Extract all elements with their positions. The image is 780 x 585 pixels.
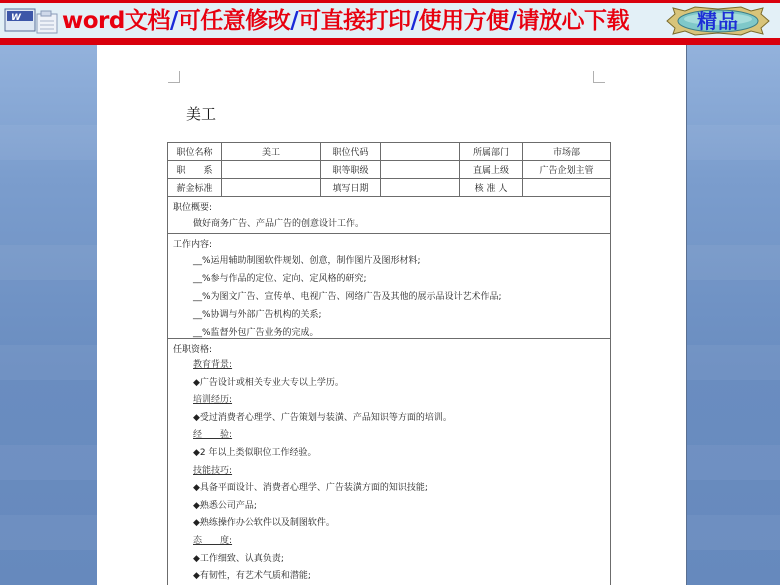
table-cell bbox=[222, 161, 321, 178]
table-row bbox=[168, 161, 610, 179]
margin-corner-mark bbox=[168, 71, 180, 83]
table-cell: 薪金标准 bbox=[168, 179, 222, 196]
duty-item: __%为图文广告、宣传单、电视广告、网络广告及其他的展示品设计艺术作品; bbox=[193, 292, 502, 302]
right-background bbox=[686, 45, 780, 585]
duty-item: __%监督外包广告业务的完成。 bbox=[193, 328, 319, 338]
duty-item: __%协调与外部广告机构的关系; bbox=[193, 310, 322, 320]
duties-heading: 工作内容: bbox=[173, 240, 213, 250]
document-title: 美工 bbox=[186, 105, 217, 123]
table-row bbox=[168, 179, 610, 197]
document-page bbox=[97, 45, 686, 585]
duty-item: __%参与作品的定位、定向、定风格的研究; bbox=[193, 274, 367, 284]
table-cell bbox=[523, 179, 610, 196]
table-cell: 美工 bbox=[222, 143, 321, 160]
training-subheading: 培训经历: bbox=[193, 395, 233, 406]
premium-badge bbox=[663, 6, 773, 36]
download-banner bbox=[0, 0, 780, 45]
word-document-icon bbox=[4, 7, 60, 35]
qualifications-heading: 任职资格: bbox=[173, 345, 213, 355]
table-cell: 核 准 人 bbox=[460, 179, 523, 196]
qualification-item: ◆具备平面设计、消费者心理学、广告装潢方面的知识技能; bbox=[193, 483, 428, 494]
margin-corner-mark bbox=[593, 71, 605, 83]
experience-subheading: 经 验: bbox=[193, 430, 233, 441]
qualification-item: ◆工作细致、认真负责; bbox=[193, 553, 284, 564]
summary-section bbox=[168, 197, 610, 234]
table-cell bbox=[381, 161, 460, 178]
qualification-item: ◆广告设计或相关专业大专以上学历。 bbox=[193, 377, 344, 388]
left-background bbox=[0, 45, 97, 585]
table-cell: 职位代码 bbox=[321, 143, 381, 160]
table-cell: 职等职级 bbox=[321, 161, 381, 178]
qualification-item: ◆有韧性，有艺术气质和潜能; bbox=[193, 571, 311, 582]
qualification-item: ◆受过消费者心理学、广告策划与装潢、产品知识等方面的培训。 bbox=[193, 412, 452, 423]
attitude-subheading: 态 度: bbox=[193, 535, 233, 546]
badge-label: 精品 bbox=[697, 9, 739, 33]
duties-section bbox=[168, 234, 610, 339]
qualifications-section bbox=[168, 339, 610, 585]
job-description-table bbox=[167, 142, 611, 585]
qualification-item: ◆熟悉公司产品; bbox=[193, 500, 257, 511]
skills-subheading: 技能技巧: bbox=[193, 465, 233, 476]
table-cell: 填写日期 bbox=[321, 179, 381, 196]
table-cell: 职 系 bbox=[168, 161, 222, 178]
table-row bbox=[168, 143, 610, 161]
table-cell bbox=[222, 179, 321, 196]
qualification-item: ◆2 年以上类似职位工作经验。 bbox=[193, 447, 317, 458]
education-subheading: 教育背景: bbox=[193, 360, 233, 370]
table-cell: 所属部门 bbox=[460, 143, 523, 160]
summary-text: 做好商务广告、产品广告的创意设计工作。 bbox=[193, 219, 365, 229]
svg-text:W: W bbox=[11, 13, 21, 23]
qualification-item: ◆熟练操作办公软件以及制图软件。 bbox=[193, 518, 335, 529]
summary-heading: 职位概要: bbox=[173, 203, 213, 213]
banner-title: word文档/可任意修改/可直接打印/使用方便/请放心下载 bbox=[62, 8, 629, 34]
table-cell: 市场部 bbox=[552, 148, 580, 158]
table-cell bbox=[381, 179, 460, 196]
table-cell: 广告企划主管 bbox=[539, 166, 594, 176]
table-cell: 职位名称 bbox=[168, 143, 222, 160]
duty-item: __%运用辅助制图软件规划、创意，制作图片及图形材料; bbox=[193, 256, 421, 266]
table-cell bbox=[381, 143, 460, 160]
table-cell: 直属上级 bbox=[460, 161, 523, 178]
